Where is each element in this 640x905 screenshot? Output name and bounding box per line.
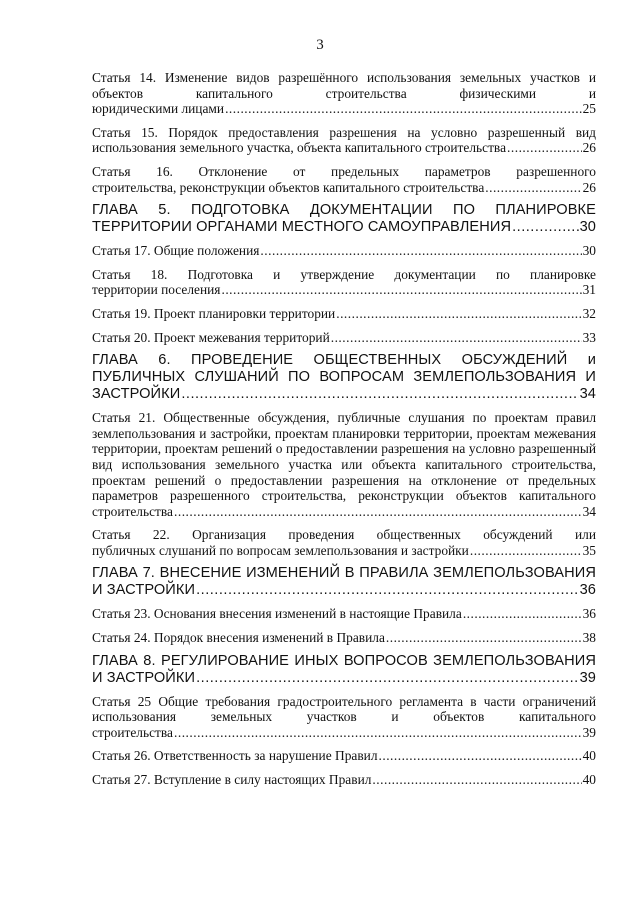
toc-page-number: 39 [582, 724, 596, 740]
toc-page-number: 32 [582, 305, 596, 321]
toc-entry-text: Статья 15. Порядок предоставления разрешения на условно разрешенный вид [92, 124, 596, 140]
toc-article-entry[interactable] [92, 630, 596, 646]
toc-entry-title-end: Статья 27. Вступление в силу настоящих Правил [92, 772, 372, 788]
dot-leader [386, 630, 582, 646]
dot-leader [512, 219, 578, 236]
toc-page-number: 26 [582, 179, 596, 195]
toc-entry-title-end: юридическими лицами [92, 101, 225, 117]
toc-entry-title-end: ЗАСТРОЙКИ [92, 386, 181, 403]
toc-article-entry[interactable] [92, 164, 596, 195]
toc-article-entry[interactable] [92, 772, 596, 788]
toc-article-entry[interactable] [92, 70, 596, 117]
toc-page-number: 40 [582, 772, 596, 788]
toc-page-number: 40 [582, 748, 596, 764]
toc-entry-title-end: территории поселения [92, 282, 221, 298]
page-number: 3 [316, 37, 324, 53]
toc-article-entry[interactable] [92, 410, 596, 519]
toc-entry-title-end: Статья 20. Проект межевания территорий [92, 329, 330, 345]
toc-entry-text: Статья 21. Общественные обсуждения, публичные слушания по проектам правил землепользования и застройки, проектам планировки территории, проектам межевания территории, проектам решений о предоставлении разрешения на условно разрешенный вид использования земельного участка или объекта капитального строительства, проектам решений о предоставлении разрешения на отклонение от предельных параметров разрешенного строительства, реконструкции объектов капитального [92, 410, 596, 504]
toc-entry-title-end: Статья 24. Порядок внесения изменений в Правила [92, 630, 385, 646]
toc-article-entry[interactable] [92, 606, 596, 622]
toc-entry-text: ГЛАВА 8. РЕГУЛИРОВАНИЕ ИНЫХ ВОПРОСОВ ЗЕМЛЕПОЛЬЗОВАНИЯ [92, 652, 596, 669]
toc-page-number: 38 [582, 630, 596, 646]
dot-leader [174, 725, 582, 741]
toc-entry-title-end: Статья 26. Ответственность за нарушение Правил [92, 748, 378, 764]
toc-page-number: 25 [582, 101, 596, 117]
toc-article-entry[interactable] [92, 748, 596, 764]
toc-entry-title-end: И ЗАСТРОЙКИ [92, 669, 196, 686]
toc-page-number: 35 [582, 542, 596, 558]
toc-article-entry[interactable] [92, 306, 596, 322]
toc-article-entry[interactable] [92, 330, 596, 346]
toc-page-number: 36 [579, 582, 596, 599]
toc-page-number: 36 [582, 606, 596, 622]
toc-page-number: 30 [582, 243, 596, 259]
toc-entry-title-end: Статья 17. Общие положения [92, 243, 260, 259]
toc-entry-title-end: публичных слушаний по вопросам землепользования и застройки [92, 542, 469, 558]
toc-entry-text: Статья 16. Отклонение от предельных параметров разрешенного [92, 163, 596, 179]
toc-entry-title-end: строительства [92, 503, 173, 519]
dot-leader [485, 180, 581, 196]
dot-leader [196, 670, 578, 687]
toc-page-number: 30 [579, 219, 596, 236]
toc-entry-title-end: Статья 23. Основания внесения изменений в настоящие Правила [92, 606, 462, 622]
dot-leader [221, 282, 581, 298]
toc-entry-text: Статья 25 Общие требования градостроительного регламента в части ограничений использования земельных участков и объектов капитального [92, 693, 596, 725]
toc-entry-text: Статья 22. Организация проведения общественных обсуждений или [92, 527, 596, 543]
dot-leader [379, 748, 582, 764]
dot-leader [260, 243, 581, 259]
toc-entry-title-end: использования земельного участка, объекта капитального строительства [92, 140, 507, 156]
toc-page-number: 34 [582, 503, 596, 519]
toc-article-entry[interactable] [92, 694, 596, 741]
dot-leader [174, 504, 582, 520]
dot-leader [196, 582, 578, 599]
toc-entry-title-end: И ЗАСТРОЙКИ [92, 582, 196, 599]
toc-article-entry[interactable] [92, 267, 596, 298]
toc-chapter-entry[interactable] [92, 653, 596, 687]
toc-article-entry[interactable] [92, 527, 596, 558]
toc-chapter-entry[interactable] [92, 352, 596, 403]
toc-page-number: 26 [582, 140, 596, 156]
toc-page-number: 39 [579, 669, 596, 686]
toc-entry-text: ГЛАВА 5. ПОДГОТОВКА ДОКУМЕНТАЦИИ ПО ПЛАНИРОВКЕ [92, 202, 596, 219]
dot-leader [181, 386, 578, 403]
toc-article-entry[interactable] [92, 125, 596, 156]
toc-entry-title-end: строительства, реконструкции объектов капитального строительства [92, 179, 485, 195]
toc-entry-text: ГЛАВА 6. ПРОВЕДЕНИЕ ОБЩЕСТВЕННЫХ ОБСУЖДЕНИЙ и ПУБЛИЧНЫХ СЛУШАНИЙ ПО ВОПРОСАМ ЗЕМЛЕПОЛЬЗОВАНИЯ И [92, 352, 596, 386]
toc-page-number: 31 [582, 282, 596, 298]
toc-entry-text: Статья 14. Изменение видов разрешённого использования земельных участков и объектов капитального строительства физическими и [92, 70, 596, 101]
toc-entry-title-end: Статья 19. Проект планировки территории [92, 305, 336, 321]
dot-leader [463, 606, 582, 622]
dot-leader [331, 330, 582, 346]
table-of-contents [92, 70, 596, 796]
dot-leader [225, 101, 582, 117]
toc-chapter-entry[interactable] [92, 202, 596, 236]
toc-article-entry[interactable] [92, 243, 596, 259]
toc-page-number: 33 [582, 329, 596, 345]
dot-leader [470, 543, 582, 559]
toc-entry-text: Статья 18. Подготовка и утверждение документации по планировке [92, 266, 596, 282]
toc-page-number: 34 [579, 386, 596, 403]
toc-entry-text: ГЛАВА 7. ВНЕСЕНИЕ ИЗМЕНЕНИЙ В ПРАВИЛА ЗЕМЛЕПОЛЬЗОВАНИЯ [92, 565, 596, 582]
dot-leader [372, 772, 581, 788]
toc-chapter-entry[interactable] [92, 565, 596, 599]
dot-leader [336, 306, 581, 322]
toc-entry-title-end: строительства [92, 724, 173, 740]
dot-leader [507, 140, 582, 156]
toc-entry-title-end: ТЕРРИТОРИИ ОРГАНАМИ МЕСТНОГО САМОУПРАВЛЕНИЯ [92, 219, 512, 236]
